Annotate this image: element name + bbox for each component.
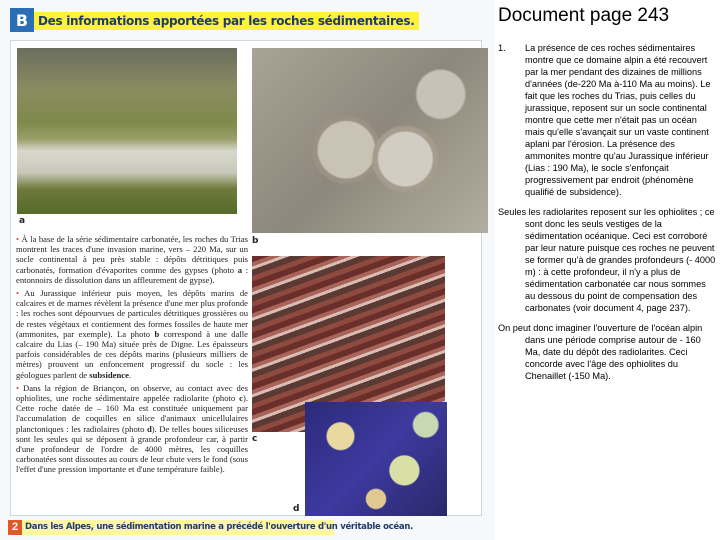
caption-number: 2: [8, 520, 22, 535]
paragraph-briancon: • Dans la région de Briançon, on observe, au contact avec des ophiolites, une roche sédimentaire appelée radiolarite (photo c). Cette roche datée de – 160 Ma est constituée uniquement par l'accumulation de coquilles en silice d'animaux unicellulaires planctoniques : les radiolaires (photo d). De telles boues siliceuses sont les seules qui se déposent à grande profondeur car, à partir d'une profondeur de l'ordre de 4000 mètres, les coquilles carbonatées sont dissoutes au cours de leur chute vers le fond (sous l'effet d'une pression importante et d'une température faible).: [16, 382, 248, 475]
photo-label-c: c: [252, 434, 258, 444]
photo-ammonites: [252, 48, 488, 233]
list-number: 1.: [498, 43, 506, 53]
textbook-paragraphs: [16, 234, 248, 478]
answer-paragraph-3: On peut donc imaginer l'ouverture de l'océan alpin dans une période comprise autour de - 160 Ma, date du dépôt des radiolarites. Ceci concorde avec l'âge des ophiolites du Chenaillet (-150 Ma).: [498, 323, 703, 381]
answer-column: [498, 42, 718, 390]
section-title: Des informations apportées par les roches sédimentaires.: [34, 12, 419, 30]
paragraph-trias: • À la base de la série sédimentaire carbonatée, les roches du Trias montrent les traces d'une invasion marine, vers – 220 Ma, sur un socle continental à peu près stable : dépôts détritiques puis carbonatés, formation d'évaporites comme des gypses (photo a : entonnoirs de dissolution dans un affleurement de gypse).: [16, 234, 248, 285]
caption-text: Dans les Alpes, une sédimentation marine a précédé l'ouverture d'un véritable océan.: [25, 522, 413, 532]
page-title: Document page 243: [498, 5, 670, 26]
section-badge: B: [10, 8, 34, 32]
answer-paragraph-2: Seules les radiolarites reposent sur les ophiolites ; ce sont donc les seuls vestiges de la sédimentation océanique. Ceci est corroboré par leur nature puisque ces roches ne peuvent se former qu'à de grandes profondeurs (- 4000 m) : à cette profondeur, il n'y a plus de sédimentation carbonatée car nous sommes au dessous du point de compensation des carbonates (voir document 4, page 237).: [498, 207, 716, 313]
photo-label-b: b: [252, 236, 259, 246]
photo-label-d: d: [293, 504, 300, 514]
paragraph-jurassique: • Au Jurassique inférieur puis moyen, les dépôts marins de calcaires et de marnes révèlent la présence d'une mer plus profonde : les roches sont dépourvues de particules détritiques grossières ou de restes végétaux et contiennent des formes fossiles de haute mer (ammonites, par exemple). La photo b correspond à une dalle calcaire du Lias (– 190 Ma) située près de Digne. Les épaisseurs parfois considérables de ces dépôts marins (plusieurs milliers de mètres) prouvent un enfoncement progressif du socle : les géologues parlent de subsidence.: [16, 288, 248, 380]
answer-item-text: La présence de ces roches sédimentaires montre que ce domaine alpin a été recouvert par la mer pendant des dizaines de millions d'années (de-220 Ma à-110 Ma au moins). Le fait que les roches du Trias, puis celles du jurassique, reposent sur un socle continental montre que cette mer n'était pas un océan mais qu'elle s'avançait sur un vaste continent aplani par l'érosion. La présence des ammonites montre qu'au Jurassique inférieur (Lias : 190 Ma), le socle s'enfonçait progressivement par endroit (phénomène qualifié de subsidence).: [525, 43, 711, 197]
figure-caption: [8, 520, 413, 535]
answer-item-1: [498, 42, 718, 198]
photo-gypsum-outcrop: [17, 48, 237, 214]
photo-label-a: a: [19, 216, 26, 226]
photo-radiolaria: [305, 402, 447, 516]
